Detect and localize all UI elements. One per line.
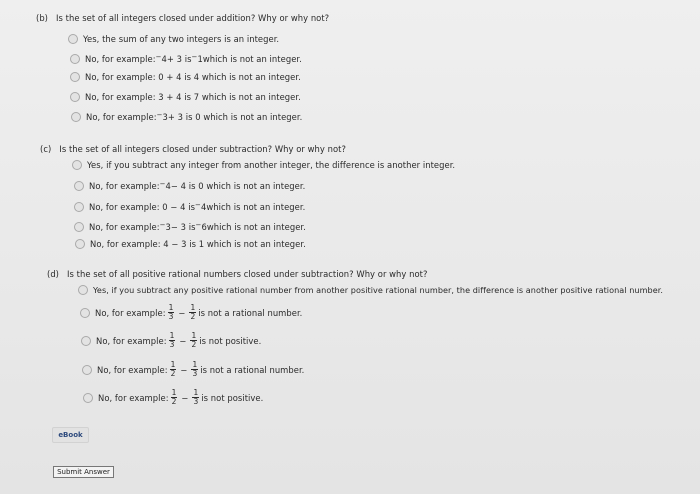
option-c-1[interactable] [72,160,455,170]
radio-button[interactable] [81,336,91,346]
option-d-4[interactable] [82,361,304,378]
question-b-text: Is the set of all integers closed under addition? Why or why not? [56,13,330,23]
question-d-title [47,269,428,279]
option-label: No, for example: − 3 + 3 is 0 which is not an integer. [86,111,303,122]
radio-button[interactable] [74,202,84,212]
option-c-2[interactable] [74,181,305,191]
radio-button[interactable] [68,34,78,44]
radio-button[interactable] [71,112,81,122]
radio-button[interactable] [80,308,90,318]
option-label: No, for example: 0 + 4 is 4 which is not an integer. [85,72,301,82]
option-c-3[interactable] [74,202,305,212]
radio-button[interactable] [70,92,80,102]
submit-answer-button[interactable]: Submit Answer [53,466,114,478]
option-b-5[interactable] [71,112,302,122]
fraction: $\frac{1}{2}$ [171,388,177,406]
fraction: $\frac{1}{2}$ [170,360,176,378]
option-label: No, for example: $\frac{1}{2}$ − $\frac{1}{3}$ is not a rational number. [97,360,305,378]
option-label: No, for example: $\frac{1}{3}$ − $\frac{1}{2}$ is not positive. [96,331,262,349]
option-label: No, for example: − 3 − 3 is − 6 which is not an integer. [89,221,306,232]
question-b [36,13,676,128]
option-d-3[interactable] [81,332,261,349]
option-label: No, for example: − 4 − 4 is 0 which is not an integer. [89,180,306,191]
option-b-2[interactable] [70,54,302,64]
radio-button[interactable] [74,181,84,191]
question-c-title [40,144,346,154]
question-b-number: (b) [36,13,49,23]
fraction: $\frac{1}{3}$ [192,360,198,378]
option-d-1[interactable] [78,285,663,295]
question-d-text: Is the set of all positive rational numbers closed under subtraction? Why or why not? [67,269,428,279]
option-label: Yes, if you subtract any positive rational number from another positive rational number, the difference is another positive rational number. [93,285,663,295]
fraction: $\frac{1}{2}$ [190,303,196,321]
radio-button[interactable] [74,222,84,232]
option-c-4[interactable] [74,222,306,232]
option-label: No, for example: 3 + 4 is 7 which is not an integer. [85,92,301,102]
radio-button[interactable] [70,54,80,64]
option-c-5[interactable] [75,239,306,249]
option-d-2[interactable] [80,304,302,321]
option-label: No, for example: 0 − 4 is − 4 which is not an integer. [89,201,306,212]
question-b-title [36,13,329,23]
option-label: Yes, if you subtract any integer from another integer, the difference is another integer. [87,160,456,170]
option-d-5[interactable] [83,389,263,406]
radio-button[interactable] [72,160,82,170]
option-label: Yes, the sum of any two integers is an integer. [83,34,280,44]
option-b-3[interactable] [70,72,301,82]
option-label: No, for example: − 4 + 3 is − 1 which is not an integer. [85,53,302,64]
question-c [40,144,680,254]
question-d [47,269,697,414]
option-b-1[interactable] [68,34,279,44]
option-label: No, for example: $\frac{1}{3}$ − $\frac{1}{2}$ is not a rational number. [95,303,303,321]
radio-button[interactable] [83,393,93,403]
option-label: No, for example: 4 − 3 is 1 which is not an integer. [90,239,306,249]
radio-button[interactable] [70,72,80,82]
radio-button[interactable] [75,239,85,249]
ebook-button[interactable]: eBook [52,427,89,443]
radio-button[interactable] [82,365,92,375]
option-b-4[interactable] [70,92,301,102]
fraction: $\frac{1}{3}$ [168,303,174,321]
fraction: $\frac{1}{3}$ [193,388,199,406]
option-label: No, for example: $\frac{1}{2}$ − $\frac{1}{3}$ is not positive. [98,388,264,406]
question-d-number: (d) [47,269,60,279]
question-c-text: Is the set of all integers closed under subtraction? Why or why not? [59,144,346,154]
question-c-number: (c) [40,144,52,154]
radio-button[interactable] [78,285,88,295]
fraction: $\frac{1}{2}$ [191,331,197,349]
fraction: $\frac{1}{3}$ [169,331,175,349]
